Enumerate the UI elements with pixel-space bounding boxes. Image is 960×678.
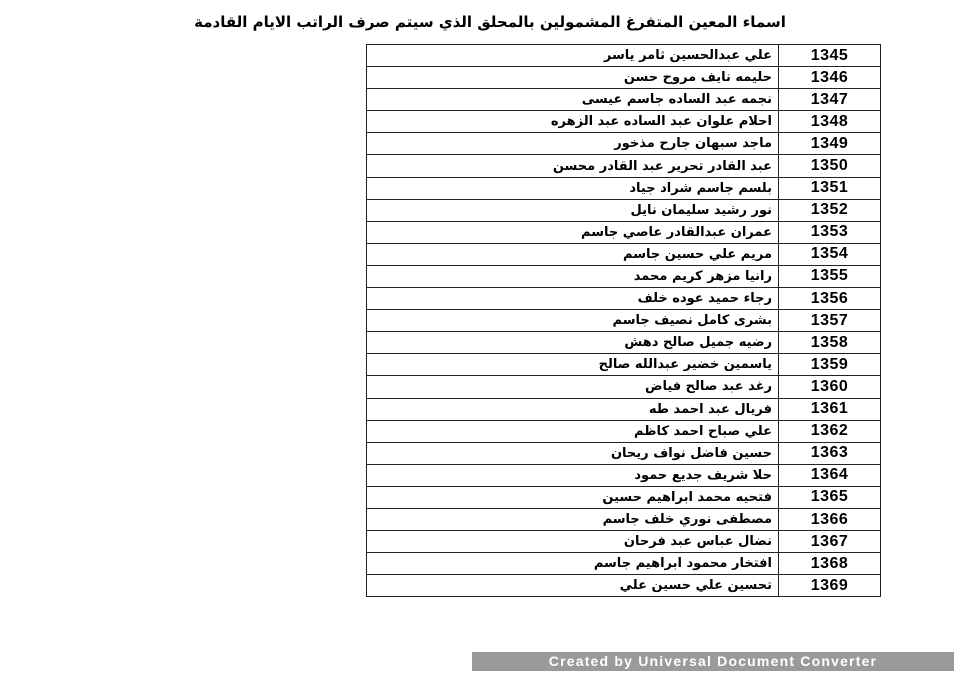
table-row [367, 486, 881, 508]
name-cell: بشرى كامل نصيف جاسم [367, 310, 779, 332]
name-cell: احلام علوان عبد الساده عبد الزهره [367, 111, 779, 133]
table-row [367, 508, 881, 530]
number-cell: 1351 [779, 177, 881, 199]
table-row [367, 177, 881, 199]
names-table [366, 44, 881, 597]
name-cell: نضال عباس عبد فرحان [367, 531, 779, 553]
number-cell: 1345 [779, 45, 881, 67]
number-cell: 1358 [779, 332, 881, 354]
number-cell: 1360 [779, 376, 881, 398]
number-cell: 1359 [779, 354, 881, 376]
name-cell: علي صباح احمد كاظم [367, 420, 779, 442]
name-cell: نجمه عبد الساده جاسم عيسى [367, 89, 779, 111]
name-cell: حلا شريف جديع حمود [367, 464, 779, 486]
number-cell: 1363 [779, 442, 881, 464]
number-cell: 1361 [779, 398, 881, 420]
name-cell: رضيه جميل صالح دهش [367, 332, 779, 354]
number-cell: 1365 [779, 486, 881, 508]
name-cell: تحسين علي حسين علي [367, 575, 779, 597]
watermark: Created by Universal Document Converter [472, 652, 954, 671]
table-row [367, 111, 881, 133]
number-cell: 1353 [779, 221, 881, 243]
table-row [367, 265, 881, 287]
name-cell: رغد عبد صالح فياض [367, 376, 779, 398]
number-cell: 1350 [779, 155, 881, 177]
table-row [367, 221, 881, 243]
number-cell: 1366 [779, 508, 881, 530]
table-row [367, 155, 881, 177]
number-cell: 1348 [779, 111, 881, 133]
number-cell: 1357 [779, 310, 881, 332]
number-cell: 1354 [779, 243, 881, 265]
table-row [367, 464, 881, 486]
number-cell: 1346 [779, 67, 881, 89]
name-cell: حسين فاضل نواف ريحان [367, 442, 779, 464]
page-title: اسماء المعين المتفرغ المشمولين بالمحلق الذي سيتم صرف الراتب الايام القادمة [194, 13, 786, 31]
number-cell: 1349 [779, 133, 881, 155]
table-row [367, 376, 881, 398]
name-cell: ياسمين خضير عبدالله صالح [367, 354, 779, 376]
name-cell: فريال عبد احمد طه [367, 398, 779, 420]
table-row [367, 553, 881, 575]
name-cell: افتخار محمود ابراهيم جاسم [367, 553, 779, 575]
number-cell: 1352 [779, 199, 881, 221]
name-cell: فتحيه محمد ابراهيم حسين [367, 486, 779, 508]
table-row [367, 288, 881, 310]
table-row [367, 354, 881, 376]
table-row [367, 332, 881, 354]
number-cell: 1347 [779, 89, 881, 111]
table-row [367, 133, 881, 155]
name-cell: رجاء حميد عوده خلف [367, 288, 779, 310]
name-cell: مصطفى نوري خلف جاسم [367, 508, 779, 530]
name-cell: بلسم جاسم شراد جياد [367, 177, 779, 199]
name-cell: علي عبدالحسين ثامر ياسر [367, 45, 779, 67]
names-table-body [367, 45, 881, 597]
table-row [367, 89, 881, 111]
name-cell: حليمه نايف مروح حسن [367, 67, 779, 89]
table-row [367, 67, 881, 89]
name-cell: رانيا مزهر كريم محمد [367, 265, 779, 287]
name-cell: عمران عبدالقادر عاصي جاسم [367, 221, 779, 243]
table-row [367, 199, 881, 221]
name-cell: ماجد سبهان جارح مذخور [367, 133, 779, 155]
name-cell: عبد القادر تحرير عبد القادر محسن [367, 155, 779, 177]
number-cell: 1368 [779, 553, 881, 575]
table-row [367, 45, 881, 67]
number-cell: 1367 [779, 531, 881, 553]
table-row [367, 575, 881, 597]
name-cell: نور رشيد سليمان نايل [367, 199, 779, 221]
table-row [367, 243, 881, 265]
table-row [367, 420, 881, 442]
number-cell: 1355 [779, 265, 881, 287]
number-cell: 1362 [779, 420, 881, 442]
table-row [367, 310, 881, 332]
table-row [367, 398, 881, 420]
number-cell: 1364 [779, 464, 881, 486]
name-cell: مريم علي حسين جاسم [367, 243, 779, 265]
number-cell: 1356 [779, 288, 881, 310]
table-row [367, 531, 881, 553]
number-cell: 1369 [779, 575, 881, 597]
table-row [367, 442, 881, 464]
